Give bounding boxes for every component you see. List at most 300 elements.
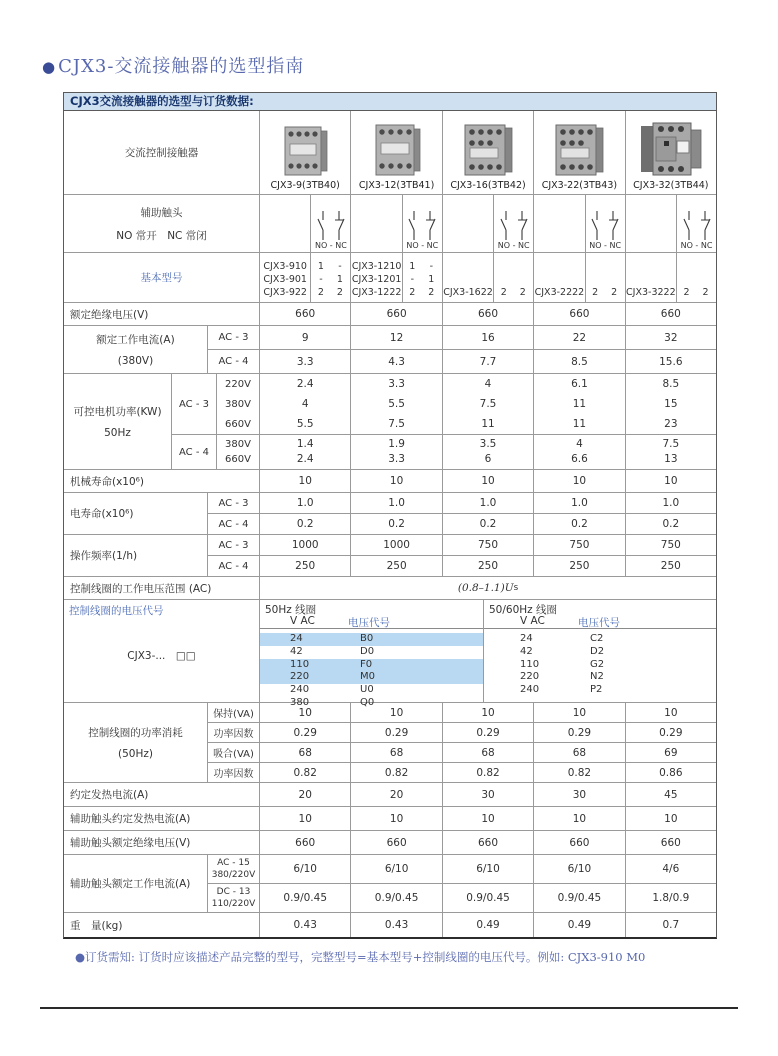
basic-model: CJX3-901	[263, 274, 307, 285]
value-cell: 6/10	[442, 855, 533, 883]
value-cell: 0.9/0.45	[259, 884, 350, 912]
value-cell: 660	[533, 831, 624, 854]
sub-label-line2: 110/220V	[211, 899, 256, 909]
nc-count: 1	[428, 274, 435, 285]
value-cell: 11	[442, 414, 533, 434]
nc-count: 2	[702, 287, 709, 298]
subrow-ac4	[207, 555, 716, 576]
value-cell: 0.2	[259, 514, 350, 534]
row-motor-power	[64, 374, 716, 470]
row-aux-insulation-voltage	[64, 831, 716, 855]
product-cell	[625, 111, 716, 194]
sub-label: AC - 4	[207, 556, 259, 576]
col-vac: V AC	[520, 615, 545, 627]
subrow-ac4	[207, 349, 716, 373]
count-row	[677, 286, 716, 299]
value-cell	[625, 435, 716, 469]
no-nc-label: NO - NC	[497, 241, 530, 250]
product-model: CJX3-12(3TB41)	[358, 180, 435, 191]
row-label: 辅助触头额定工作电流(A)	[70, 878, 191, 890]
aux-label-line1: 辅助触头	[140, 206, 183, 219]
count-row	[494, 286, 533, 299]
no-nc-label: NO - NC	[589, 241, 622, 250]
value-cell: 660	[533, 303, 624, 325]
subrow-dc13	[207, 883, 716, 912]
value-cell: 30	[533, 783, 624, 806]
value-cell: 10	[350, 703, 441, 722]
value-cell: 10	[350, 470, 441, 492]
coil-code-model-hint: CJX3-... □□	[127, 650, 196, 662]
contactor-image	[639, 121, 703, 177]
value-cell: 250	[533, 556, 624, 576]
value-cell: 250	[442, 556, 533, 576]
product-model: CJX3-16(3TB42)	[450, 180, 526, 191]
motor-row-220	[216, 374, 716, 394]
row-operating-frequency	[64, 535, 716, 577]
aux-symbols	[493, 195, 533, 252]
row-electrical-life	[64, 493, 716, 535]
subrow-pickup	[207, 742, 716, 762]
vac-value: 42	[520, 645, 533, 657]
value-380: 1.4	[296, 438, 314, 450]
value-cell: 250	[259, 556, 350, 576]
contact-counts	[402, 253, 442, 302]
value-cell: 68	[533, 743, 624, 762]
value-cell: 660	[259, 303, 350, 325]
value-cell: 10	[625, 470, 716, 492]
voltage-label: 380V	[225, 439, 251, 450]
value-cell: 0.82	[442, 763, 533, 782]
aux-cell	[259, 195, 350, 252]
nc-count: -	[429, 261, 434, 272]
basic-model-cell	[259, 253, 350, 302]
value-cell: 2.4	[259, 374, 350, 394]
value-cell: 7.5	[442, 394, 533, 414]
subrow-pf1	[207, 722, 716, 742]
value-cell: 0.29	[350, 723, 441, 742]
row-label	[64, 374, 171, 469]
value-cell: 0.43	[259, 913, 350, 937]
value-cell: 0.43	[350, 913, 441, 937]
basic-model: CJX3-1210	[351, 261, 402, 272]
count-row	[311, 273, 350, 286]
no-nc-contact-icon	[313, 210, 349, 241]
voltage-labels	[216, 435, 259, 469]
product-cell	[350, 111, 441, 194]
value-cell: 0.7	[625, 913, 716, 937]
value-cell: 10	[259, 807, 350, 830]
aux-spacer	[260, 195, 310, 252]
count-row	[403, 286, 442, 299]
value-380: 3.5	[479, 438, 497, 450]
vac-value: 240	[290, 684, 310, 696]
nc-count: 2	[428, 287, 435, 298]
count-row	[586, 286, 625, 299]
aux-spacer	[351, 195, 401, 252]
nc-count: 2	[336, 287, 343, 298]
value-cell: 10	[350, 807, 441, 830]
row-weight	[64, 913, 716, 937]
value-cell: 20	[350, 783, 441, 806]
row-mechanical-life	[64, 470, 716, 493]
coil-table-title: 50Hz 线圈	[265, 604, 317, 616]
row-heating-current	[64, 783, 716, 807]
value-660: 6	[484, 453, 492, 465]
value-cell: 0.29	[259, 723, 350, 742]
coil-table-body	[260, 629, 483, 710]
value-cell: 15.6	[625, 350, 716, 373]
value-cell: 5.5	[259, 414, 350, 434]
sub-label	[207, 855, 259, 883]
title-bullet-icon: ●	[42, 58, 57, 76]
sub-label: 保持(VA)	[207, 703, 259, 722]
value-cell: 0.2	[350, 514, 441, 534]
value-cell: 8.5	[625, 374, 716, 394]
vac-value: 110	[520, 658, 540, 670]
contactor-image	[553, 123, 605, 177]
value-cell: 10	[259, 703, 350, 722]
selection-table	[63, 92, 717, 939]
aux-cell	[350, 195, 441, 252]
basic-model: CJX3-910	[263, 261, 307, 272]
value-cell: 1.0	[259, 493, 350, 513]
value-cell: 0.9/0.45	[533, 884, 624, 912]
product-cell	[533, 111, 624, 194]
basic-model-cell	[533, 253, 624, 302]
value-cell: 1.8/0.9	[625, 884, 716, 912]
value-cell: 660	[350, 303, 441, 325]
label-line1: 可控电机功率(KW)	[73, 406, 162, 418]
coil-table-50hz	[259, 600, 483, 708]
no-count: -	[319, 274, 323, 285]
vac-value: 240	[520, 684, 540, 696]
table-header: CJX3交流接触器的选型与订货数据:	[64, 93, 716, 111]
value-cell: 10	[625, 807, 716, 830]
value-cell: 30	[442, 783, 533, 806]
aux-symbols	[402, 195, 442, 252]
aux-cell	[533, 195, 624, 252]
sub-label: AC - 3	[207, 535, 259, 555]
page-title	[42, 52, 304, 78]
no-count: 2	[683, 287, 690, 298]
aux-cell	[442, 195, 533, 252]
row-label	[64, 703, 207, 782]
aux-label-line2: NO 常开 NC 常闭	[116, 229, 207, 242]
aux-spacer	[443, 195, 493, 252]
col-voltage-code: 电压代号	[348, 617, 390, 629]
row-aux-contacts	[64, 195, 716, 253]
no-count: 2	[592, 287, 599, 298]
value-cell: 0.82	[350, 763, 441, 782]
value-cell: 10	[533, 703, 624, 722]
no-nc-contact-icon	[587, 210, 623, 241]
subrows	[207, 703, 716, 782]
value-380: 4	[576, 438, 583, 450]
sub-label: 吸合(VA)	[207, 743, 259, 762]
row-label-products: 交流控制接触器	[124, 147, 199, 159]
row-coil-voltage-code	[64, 600, 716, 708]
value-660: 13	[664, 453, 678, 465]
basic-model-names	[443, 253, 493, 302]
voltage-range-sub: s	[513, 583, 519, 593]
value-cell: 0.2	[625, 514, 716, 534]
code-value: M0	[360, 671, 375, 683]
value-cell: 9	[259, 326, 350, 349]
value-cell: 23	[625, 414, 716, 434]
sub-label: 功率因数	[207, 763, 259, 782]
coil-code-row	[260, 633, 483, 646]
value-cell: 750	[625, 535, 716, 555]
sub-label: AC - 3	[171, 374, 216, 434]
coil-code-row	[484, 659, 716, 672]
value-cell: 68	[259, 743, 350, 762]
contactor-image	[372, 123, 422, 177]
basic-model-names	[534, 253, 584, 302]
aux-symbols	[585, 195, 625, 252]
value-cell: 68	[350, 743, 441, 762]
basic-model-cell	[350, 253, 441, 302]
vac-value: 380	[290, 696, 310, 708]
basic-model-cell	[442, 253, 533, 302]
value-cell	[350, 435, 441, 469]
value-cell: 10	[442, 807, 533, 830]
value-cell: 4/6	[625, 855, 716, 883]
value-cell	[259, 435, 350, 469]
row-aux-heating-current	[64, 807, 716, 831]
row-basic-models	[64, 253, 716, 303]
value-cell: 660	[259, 831, 350, 854]
subrow-ac3	[207, 535, 716, 555]
coil-code-row	[260, 646, 483, 659]
motor-ac4-block	[171, 434, 716, 469]
sub-label: AC - 3	[207, 493, 259, 513]
no-count: 2	[409, 287, 416, 298]
value-cell: 660	[350, 831, 441, 854]
aux-spacer	[626, 195, 676, 252]
nc-count: 2	[611, 287, 618, 298]
subrow-hold	[207, 703, 716, 722]
code-value: G2	[590, 658, 605, 670]
subrows	[207, 326, 716, 373]
row-label: 电寿命(x10⁶)	[70, 508, 134, 520]
subrows	[207, 855, 716, 912]
row-aux-working-current	[64, 855, 716, 913]
row-label: 约定发热电流(A)	[70, 789, 149, 801]
sub-label: AC - 4	[171, 435, 216, 469]
value-cell: 250	[350, 556, 441, 576]
row-label: 辅助触头约定发热电流(A)	[70, 813, 191, 825]
vac-value: 42	[290, 645, 303, 657]
col-voltage-code: 电压代号	[578, 617, 620, 629]
no-nc-contact-icon	[404, 210, 440, 241]
value-cell: 250	[625, 556, 716, 576]
basic-model: CJX3-2222	[534, 287, 585, 298]
sub-label	[207, 884, 259, 912]
value-cell: 1.0	[442, 493, 533, 513]
value-cell: 1.0	[625, 493, 716, 513]
voltage-label: 220V	[216, 374, 259, 394]
value-cell: 750	[442, 535, 533, 555]
basic-model: CJX3-3222	[626, 287, 676, 298]
coil-code-row	[484, 684, 716, 697]
value-cell: 22	[533, 326, 624, 349]
value-cell: 10	[533, 470, 624, 492]
value-cell: 3.3	[350, 374, 441, 394]
basic-model: CJX3-1201	[351, 274, 402, 285]
value-cell: 0.29	[625, 723, 716, 742]
value-cell: 660	[625, 831, 716, 854]
contactor-image	[462, 123, 514, 177]
row-label: 控制线圈的工作电压范围 (AC)	[70, 582, 212, 595]
contact-counts	[676, 253, 716, 302]
contact-counts	[493, 253, 533, 302]
value-cell: 10	[442, 703, 533, 722]
subrow-ac3	[207, 493, 716, 513]
value-cell: 10	[533, 807, 624, 830]
coil-table-5060hz	[483, 600, 716, 702]
value-cell: 0.82	[259, 763, 350, 782]
coil-table-head	[260, 615, 483, 629]
value-cell: 10	[442, 470, 533, 492]
label-line1: 控制线圈的功率消耗	[88, 727, 183, 739]
no-count: 1	[317, 261, 324, 272]
row-voltage-range	[64, 577, 716, 600]
row-insulation-voltage	[64, 303, 716, 326]
value-cell: 15	[625, 394, 716, 414]
value-cell: 660	[625, 303, 716, 325]
value-cell: 6/10	[533, 855, 624, 883]
sub-label: AC - 4	[207, 350, 259, 373]
motor-power-body	[171, 374, 716, 469]
value-cell: 10	[625, 703, 716, 722]
value-cell: 1000	[350, 535, 441, 555]
product-cell	[442, 111, 533, 194]
row-label: 辅助触头额定绝缘电压(V)	[70, 837, 191, 849]
count-row	[403, 273, 442, 286]
value-cell: 5.5	[350, 394, 441, 414]
voltage-range-text: (0.8–1.1)U	[457, 582, 514, 594]
row-label: 操作频率(1/h)	[70, 550, 138, 562]
page-title-text: CJX3-交流接触器的选型指南	[58, 56, 305, 77]
coil-code-label: 控制线圈的电压代号	[69, 605, 164, 617]
label-line1: 额定工作电流(A)	[96, 334, 175, 346]
aux-cell	[625, 195, 716, 252]
coil-code-label-cell	[64, 600, 259, 702]
coil-code-row	[484, 671, 716, 684]
subrows	[207, 535, 716, 576]
coil-code-row	[484, 646, 716, 659]
value-cell: 20	[259, 783, 350, 806]
no-nc-label: NO - NC	[314, 241, 347, 250]
aux-symbols	[310, 195, 350, 252]
row-label	[64, 326, 207, 373]
basic-model: CJX3-1622	[443, 287, 493, 298]
value-cell: 0.9/0.45	[442, 884, 533, 912]
voltage-label: 380V	[216, 394, 259, 414]
value-cell: 0.49	[533, 913, 624, 937]
code-value: N2	[590, 671, 604, 683]
code-value: P2	[590, 684, 603, 696]
sub-label-line1: DC - 13	[216, 887, 251, 897]
no-count: 1	[409, 261, 416, 272]
code-value: Q0	[360, 696, 375, 708]
value-cell	[533, 435, 624, 469]
coil-table-body	[484, 629, 716, 697]
value-cell: 6.1	[533, 374, 624, 394]
basic-model-names	[260, 253, 310, 302]
voltage-label: 660V	[225, 454, 251, 465]
value-cell: 68	[442, 743, 533, 762]
motor-row-660	[216, 414, 716, 434]
value-cell: 0.29	[533, 723, 624, 742]
coil-code-row	[260, 684, 483, 697]
value-cell: 0.29	[442, 723, 533, 742]
code-value: D2	[590, 645, 605, 657]
row-label-basic-model: 基本型号	[140, 272, 183, 284]
value-cell: 4.3	[350, 350, 441, 373]
no-nc-contact-icon	[679, 210, 715, 241]
no-nc-label: NO - NC	[680, 241, 713, 250]
coil-code-row	[260, 659, 483, 672]
value-cell: 0.49	[442, 913, 533, 937]
subrow-ac15	[207, 855, 716, 883]
value-cell: 1.0	[533, 493, 624, 513]
motor-row-380	[216, 394, 716, 414]
no-count: -	[410, 274, 415, 285]
no-nc-label: NO - NC	[406, 241, 439, 250]
contact-counts	[585, 253, 625, 302]
order-note: ●订货需知: 订货时应该描述产品完整的型号，完整型号=基本型号+控制线圈的电压代号。例如: CJX3-910 M0	[75, 950, 646, 964]
basic-model: CJX3-1222	[351, 287, 402, 298]
value-cell: 8.5	[533, 350, 624, 373]
value-cell	[442, 435, 533, 469]
value-cell: 45	[625, 783, 716, 806]
value-380: 1.9	[388, 438, 405, 450]
no-count: 2	[317, 287, 324, 298]
code-value: D0	[360, 645, 375, 657]
nc-count: 2	[519, 287, 526, 298]
value-cell: 0.86	[625, 763, 716, 782]
count-row	[403, 260, 442, 273]
value-cell: 0.82	[533, 763, 624, 782]
value-cell: 1000	[259, 535, 350, 555]
vac-value: 220	[520, 671, 540, 683]
basic-model-names	[626, 253, 676, 302]
voltage-range-value	[259, 577, 716, 599]
subrow-ac4	[207, 513, 716, 534]
voltage-label: 660V	[216, 414, 259, 434]
value-cell: 10	[259, 470, 350, 492]
page-bottom-rule	[40, 1007, 738, 1009]
value-cell: 32	[625, 326, 716, 349]
vac-value: 24	[290, 633, 303, 644]
basic-model-cell	[625, 253, 716, 302]
aux-spacer	[534, 195, 584, 252]
label-line2: 50Hz	[104, 427, 131, 439]
nc-count: 1	[336, 274, 343, 285]
nc-count: -	[338, 261, 342, 272]
product-cell	[259, 111, 350, 194]
value-cell: 0.9/0.45	[350, 884, 441, 912]
value-cell: 660	[442, 831, 533, 854]
subrow-ac3	[207, 326, 716, 349]
value-cell: 6/10	[350, 855, 441, 883]
value-cell: 3.3	[259, 350, 350, 373]
value-cell: 6/10	[259, 855, 350, 883]
no-nc-contact-icon	[496, 210, 532, 241]
sub-label: 功率因数	[207, 723, 259, 742]
value-660: 2.4	[296, 453, 314, 465]
